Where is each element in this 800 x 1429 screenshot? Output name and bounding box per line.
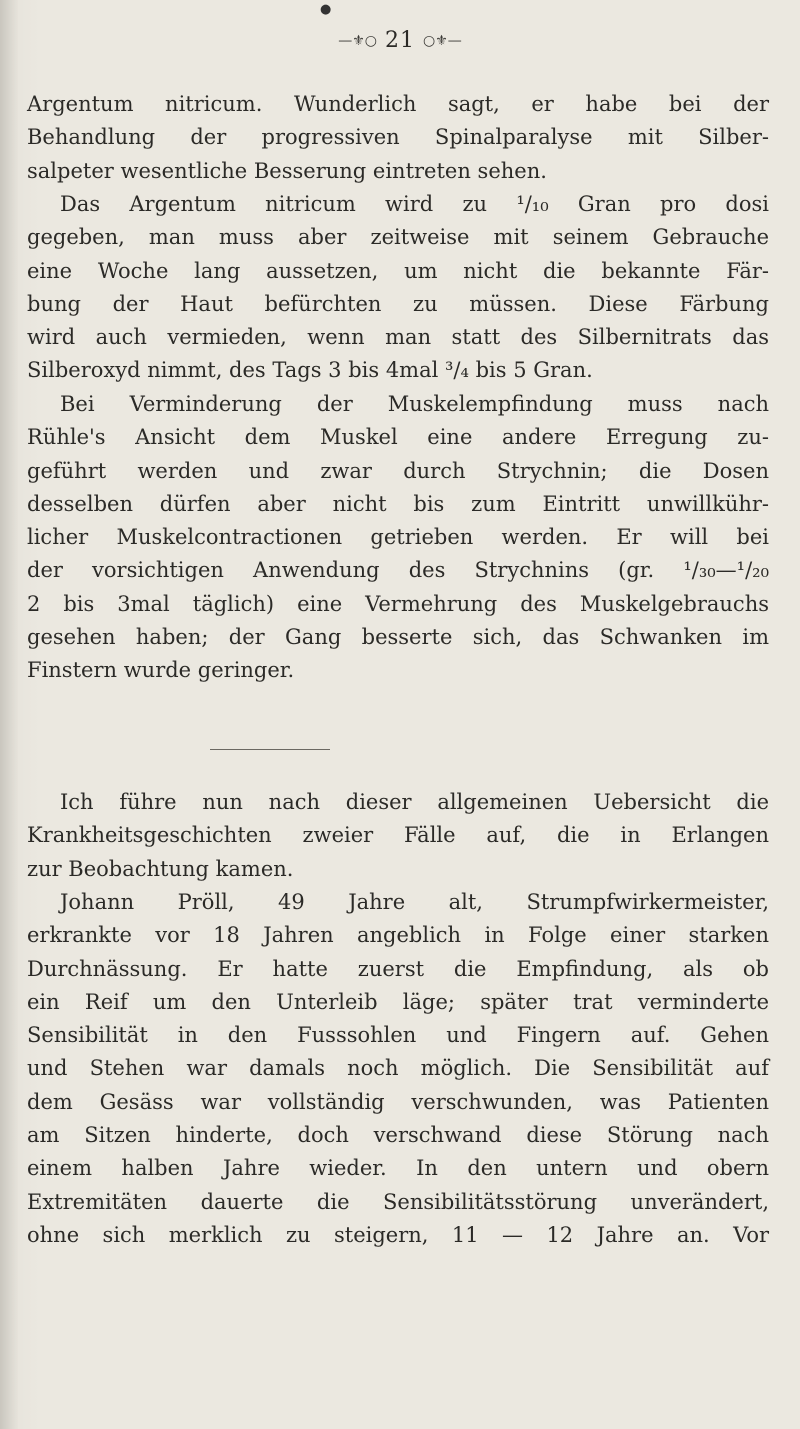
text-line: wird auch vermieden, wenn man statt des Silbernitrats das bbox=[27, 325, 769, 350]
text-line: und Stehen war damals noch möglich. Die Sensibilität auf bbox=[27, 1056, 769, 1081]
text-line: geführt werden und zwar durch Strychnin; die Dosen bbox=[27, 458, 769, 483]
text-line: bung der Haut befürchten zu müssen. Diese Färbung bbox=[27, 291, 769, 316]
text-line: 2 bis 3mal täglich) eine Vermehrung des Muskelgebrauchs bbox=[27, 591, 769, 616]
text-line: Extremitäten dauerte die Sensibilitätsstörung unverändert, bbox=[27, 1189, 769, 1214]
text-line: dem Gesäss war vollständig verschwunden, was Patienten bbox=[27, 1089, 769, 1114]
text-line: Silberoxyd nimmt, des Tags 3 bis 4mal ³/₄ bis 5 Gran. bbox=[27, 358, 593, 383]
text-line: Finstern wurde geringer. bbox=[27, 658, 295, 683]
text-line: desselben dürfen aber nicht bis zum Eintritt unwillkühr- bbox=[27, 491, 769, 516]
text-line: einem halben Jahre wieder. In den untern und obern bbox=[27, 1156, 769, 1181]
section-divider bbox=[210, 749, 330, 750]
page-number: 21 bbox=[385, 28, 415, 53]
text-line: Ich führe nun nach dieser allgemeinen Uebersicht die bbox=[60, 790, 769, 814]
print-mark: ● bbox=[320, 2, 332, 17]
paragraph-case-proell bbox=[27, 886, 769, 1252]
paragraph-strychnin bbox=[27, 388, 769, 688]
header-ornament-right: ○⚜︎— bbox=[423, 33, 462, 49]
text-line: salpeter wesentliche Besserung eintreten sehen. bbox=[27, 158, 547, 183]
text-line: erkrankte vor 18 Jahren angeblich in Folge einer starken bbox=[27, 923, 769, 948]
paragraph-argentum-dosage bbox=[27, 188, 769, 388]
text-line: Behandlung der progressiven Spinalparalyse mit Silber- bbox=[27, 125, 769, 150]
text-line: der vorsichtigen Anwendung des Strychnins (gr. ¹/₃₀—¹/₂₀ bbox=[27, 558, 769, 583]
text-line: Argentum nitricum. Wunderlich sagt, er habe bei der bbox=[27, 92, 769, 116]
text-line: zur Beobachtung kamen. bbox=[27, 856, 294, 881]
text-line: am Sitzen hinderte, doch verschwand diese Störung nach bbox=[27, 1123, 769, 1148]
paragraph-case-intro bbox=[27, 786, 769, 886]
page-header bbox=[0, 28, 800, 53]
text-line: gesehen haben; der Gang besserte sich, das Schwanken im bbox=[27, 625, 769, 650]
binding-gutter bbox=[0, 0, 18, 1429]
text-line: eine Woche lang aussetzen, um nicht die bekannte Fär- bbox=[27, 258, 769, 283]
text-line: Johann Pröll, 49 Jahre alt, Strumpfwirkermeister, bbox=[60, 890, 769, 914]
text-line: ein Reif um den Unterleib läge; später trat verminderte bbox=[27, 989, 769, 1014]
text-line: Das Argentum nitricum wird zu ¹/₁₀ Gran pro dosi bbox=[60, 192, 769, 216]
text-line: Durchnässung. Er hatte zuerst die Empfindung, als ob bbox=[27, 956, 769, 981]
text-line: gegeben, man muss aber zeitweise mit seinem Gebrauche bbox=[27, 225, 769, 250]
text-line: Rühle's Ansicht dem Muskel eine andere Erregung zu- bbox=[27, 425, 769, 450]
paragraph-argentum-intro bbox=[27, 88, 769, 188]
text-line: Bei Verminderung der Muskelempfindung muss nach bbox=[60, 392, 769, 416]
header-ornament-left: —⚜︎○ bbox=[338, 33, 377, 49]
text-line: Krankheitsgeschichten zweier Fälle auf, die in Erlangen bbox=[27, 823, 769, 848]
text-line: ohne sich merklich zu steigern, 11 — 12 Jahre an. Vor bbox=[27, 1222, 769, 1247]
text-line: licher Muskelcontractionen getrieben werden. Er will bei bbox=[27, 525, 769, 550]
text-line: Sensibilität in den Fusssohlen und Fingern auf. Gehen bbox=[27, 1023, 769, 1048]
